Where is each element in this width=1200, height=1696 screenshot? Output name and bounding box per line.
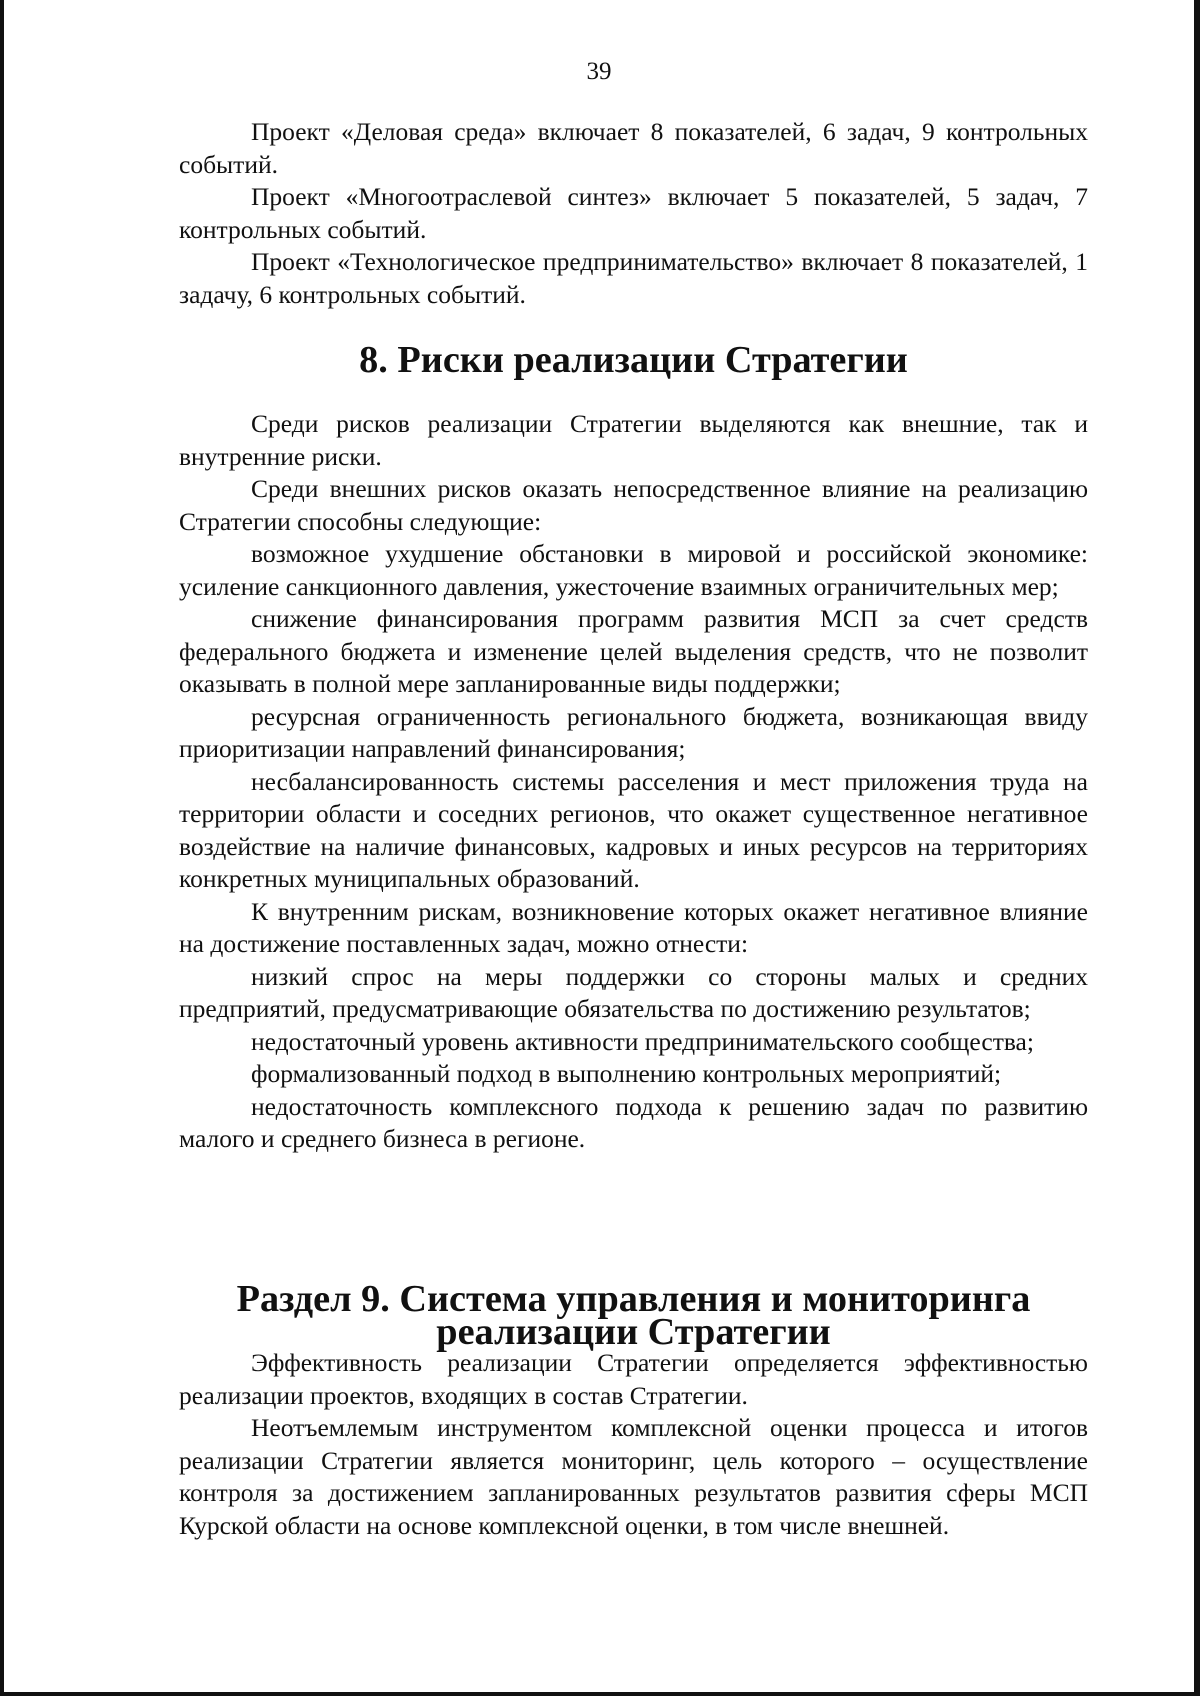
section-9-body [179,1347,1088,1542]
paragraph-risk-low-activity: недостаточный уровень активности предпринимательского сообщества; [251,1026,1034,1056]
paragraph-risk-regional-budget: ресурсная ограниченность регионального бюджета, возникающая ввиду приоритизации направлений финансирования; [179,701,1088,763]
paragraph-project-tech-entrepreneurship: Проект «Технологическое предпринимательство» включает 8 показателей, 1 задачу, 6 контрольных событий. [179,247,1088,309]
section-9-heading: Раздел 9. Система управления и мониторинга реализации Стратегии [236,1278,1031,1353]
paragraph-risk-economy: возможное ухудшение обстановки в мировой и российской экономике: усиление санкционного давления, ужесточение взаимных ограничительных мер; [179,539,1088,601]
paragraph-monitoring: Неотъемлемым инструментом комплексной оценки процесса и итогов реализации Стратегии является мониторинг, цель которого – осуществление контроля за достижением запланированных результатов развития сферы МСП Курской области на основе комплексной оценки, в том числе внешней. [179,1413,1088,1540]
paragraph-project-multisector-synthesis: Проект «Многоотраслевой синтез» включает 5 показателей, 5 задач, 7 контрольных событий. [179,182,1088,244]
section-8-heading: 8. Риски реализации Стратегии [359,339,908,381]
section-8-body [179,408,1088,1156]
paragraph-risk-formal-approach: формализованный подход в выполнению контрольных мероприятий; [251,1059,1002,1088]
paragraph-risk-low-demand: низкий спрос на меры поддержки со стороны малых и средних предприятий, предусматривающие обязательства по достижению результатов; [179,961,1088,1023]
section-8-heading-wrap [179,339,1088,381]
paragraph-risk-federal-funding: снижение финансирования программ развития МСП за счет средств федерального бюджета и изменение целей выделения средств, что не позволит оказывать в полной мере запланированные виды поддержки; [179,604,1088,698]
paragraph-risk-no-complex-approach: недостаточность комплексного подхода к решению задач по развитию малого и среднего бизнеса в регионе. [179,1091,1088,1153]
paragraph-efficiency: Эффективность реализации Стратегии определяется эффективностью реализации проектов, входящих в состав Стратегии. [179,1348,1088,1410]
projects-block [179,116,1088,311]
paragraph-risks-intro: Среди рисков реализации Стратегии выделяются как внешние, так и внутренние риски. [179,409,1088,471]
paragraph-internal-risks: К внутренним рискам, возникновение которых окажет негативное влияние на достижение поставленных задач, можно отнести: [179,896,1088,958]
paragraph-external-risks: Среди внешних рисков оказать непосредственное влияние на реализацию Стратегии способны следующие: [179,474,1088,536]
page-number: 39 [586,58,612,85]
paragraph-project-business-environment: Проект «Деловая среда» включает 8 показателей, 6 задач, 9 контрольных событий. [179,117,1088,179]
section-9-heading-wrap [179,1278,1088,1353]
paragraph-risk-settlement-imbalance: несбалансированность системы расселения и мест приложения труда на территории области и соседних регионов, что окажет существенное негативное воздействие на наличие финансовых, кадровых и иных ресурсов на территориях конкретных муниципальных образований. [179,766,1088,893]
